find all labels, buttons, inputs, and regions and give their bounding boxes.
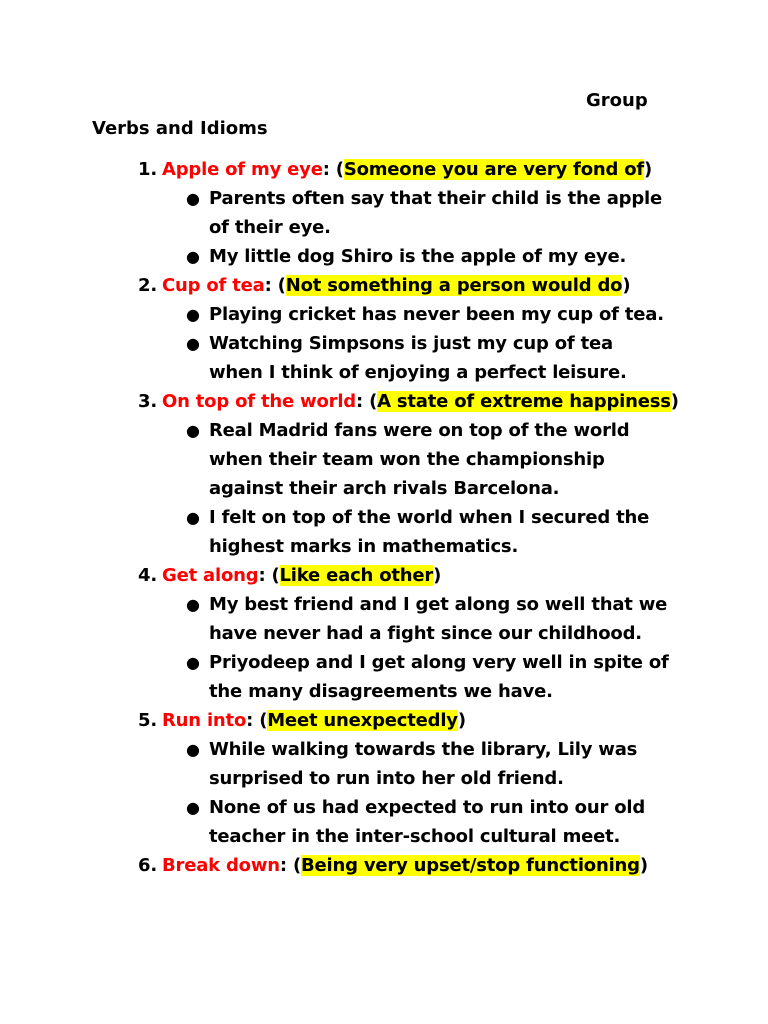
idiom-meaning: A state of extreme happiness [377,391,671,412]
example-text: Watching Simpsons is just my cup of tea when I think of enjoying a perfect leisure. [209,333,627,383]
idiom-number: 2. [138,275,157,296]
example-sentence [0,503,669,561]
idiom-close-paren: ) [433,565,442,586]
example-text: Real Madrid fans were on top of the world when their team won the championship against their arch rivals Barcelona. [209,420,630,499]
example-sentence [0,329,669,387]
idiom-meaning: Someone you are very fond of [343,159,645,180]
idiom-term: Apple of my eye [162,159,323,180]
example-list [0,184,768,271]
idiom-heading [0,851,768,880]
bullet-icon: ● [186,421,200,440]
idiom-close-paren: ) [670,391,679,412]
idiom-term: Cup of tea [162,275,265,296]
idiom-heading [0,271,768,300]
bullet-icon: ● [186,305,200,324]
idiom-separator: : ( [322,159,344,180]
idiom-close-paren: ) [639,855,648,876]
idiom-close-paren: ) [622,275,631,296]
idiom-heading [0,155,768,184]
example-sentence [0,184,669,242]
example-text: While walking towards the library, Lily was surprised to run into her old friend. [209,739,638,789]
idiom-item [0,706,768,851]
example-text: Parents often say that their child is the apple of their eye. [209,188,663,238]
document-title: Verbs and Idioms [92,118,268,139]
idiom-meaning: Meet unexpectedly [267,710,458,731]
idiom-separator: : ( [264,275,286,296]
idiom-close-paren: ) [644,159,653,180]
idiom-separator: : ( [356,391,378,412]
example-list [0,416,768,561]
idiom-close-paren: ) [457,710,466,731]
example-sentence [0,648,669,706]
example-list [0,300,768,387]
example-text: I felt on top of the world when I secured the highest marks in mathematics. [209,507,650,557]
idiom-separator: : ( [258,565,280,586]
bullet-icon: ● [186,334,200,353]
idiom-item [0,387,768,561]
bullet-icon: ● [186,189,200,208]
idiom-heading [0,387,768,416]
idiom-meaning: Like each other [279,565,434,586]
example-sentence [0,590,669,648]
idiom-term: On top of the world [162,391,356,412]
idiom-heading [0,706,768,735]
idiom-list [0,155,768,880]
example-list [0,735,768,851]
example-sentence [0,793,669,851]
example-text: None of us had expected to run into our old teacher in the inter-school cultural meet. [209,797,646,847]
example-text: Priyodeep and I get along very well in spite of the many disagreements we have. [209,652,669,702]
bullet-icon: ● [186,595,200,614]
bullet-icon: ● [186,798,200,817]
example-text: My best friend and I get along so well that we have never had a fight since our childhood. [209,594,668,644]
idiom-term: Break down [162,855,280,876]
idiom-number: 4. [138,565,157,586]
idiom-number: 5. [138,710,157,731]
idiom-item [0,561,768,706]
example-sentence [0,300,669,329]
bullet-icon: ● [186,653,200,672]
idiom-number: 1. [138,159,157,180]
idiom-term: Run into [162,710,247,731]
idiom-number: 6. [138,855,157,876]
group-label: Group [586,90,648,111]
idiom-meaning: Being very upset/stop functioning [300,855,640,876]
example-sentence [0,416,669,503]
idiom-separator: : ( [279,855,301,876]
example-text: Playing cricket has never been my cup of tea. [209,304,664,325]
idiom-item [0,155,768,271]
idiom-item [0,271,768,387]
idiom-number: 3. [138,391,157,412]
bullet-icon: ● [186,508,200,527]
example-text: My little dog Shiro is the apple of my eye. [209,246,627,267]
idiom-term: Get along [162,565,259,586]
idiom-heading [0,561,768,590]
example-list [0,590,768,706]
example-sentence [0,242,669,271]
bullet-icon: ● [186,247,200,266]
idiom-meaning: Not something a person would do [285,275,623,296]
idiom-item [0,851,768,880]
example-sentence [0,735,669,793]
idiom-separator: : ( [246,710,268,731]
bullet-icon: ● [186,740,200,759]
